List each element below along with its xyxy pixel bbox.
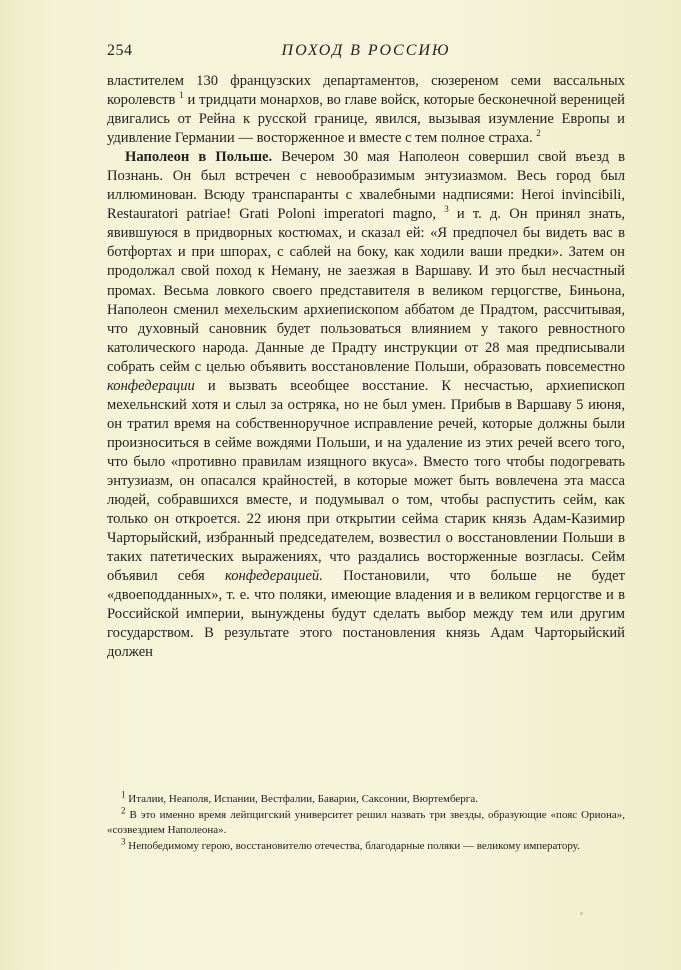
paper-speck <box>580 912 583 915</box>
text-run: Постановили, что больше не будет «двоеподданных», т. е. что поляки, имеющие владения и в великом герцогстве и в Российской империи, вынуждены будут сделать выбор между тем или другим государством. В результате этого постановления князь Адам Чарторыйский должен <box>107 568 625 661</box>
footnote-mark: 1 <box>121 789 126 800</box>
footnote-text: Непобедимому герою, восстановителю отечества, благодарные поляки — великому императору. <box>128 839 580 852</box>
emphasis-text: конфедерации <box>107 377 195 394</box>
footnote-ref-1: 1 <box>179 90 184 101</box>
page-number: 254 <box>107 42 133 59</box>
text-run: и вызвать всеобщее восстание. К несчастью, архиепископ мехельнский хотя и слыл за остряка, но не был умен. Прибыв в Варшаву 5 июня, он тратил время на собственноручное исправление речей, которые должны были произноситься в сейме вождями Польши, и на удаление из этих речей всего того, что было «противно правилам изящного вкуса». Вместо того чтобы подогревать энтузиазм, он опасался крайностей, в которые может быть вовлечена эта масса людей, собравшихся вместе, и подумывал о том, чтобы распустить сейм, как только он откроется. 22 июня при открытии сейма старик князь Адам-Казимир Чарторыйский, избранный председателем, возвестил о восстановлении Польши в таких патетических выражениях, что раздались восторженные возгласы. Сейм объявил себя <box>107 377 625 585</box>
main-text <box>107 72 625 662</box>
emphasis-text: конфедерацией. <box>224 568 323 585</box>
section-run-in-heading: Наполеон в Польше. <box>125 149 273 166</box>
footnote-ref-2: 2 <box>536 128 541 139</box>
text-run: Вечером 30 мая Наполеон совершил свой въезд в Познань. Он был встречен с невообразимым энтузиазмом. Весь город был иллюминован. Всюду транспаранты с хвалебными надписями: Heroi invincibili, Restauratori patriae! Grati Poloni imperatori magno, <box>107 149 625 223</box>
paragraph-napoleon-in-poland <box>107 148 625 662</box>
page-header <box>107 42 625 64</box>
footnote-2 <box>107 804 626 839</box>
footnote-mark: 2 <box>121 804 126 815</box>
running-title: ПОХОД В РОССИЮ <box>281 42 451 59</box>
footnote-text: В это именно время лейпцигский университет решил назвать три звезды, образующие «пояс Ориона», «созвездием Наполеона». <box>107 808 626 836</box>
text-run: и т. д. Он принял знать, явившуюся в придворных костюмах, и сказал ей: «Я предпочел бы видеть вас в ботфортах и при шпорах, с саблей на боку, как ходили ваши предки». Затем он продолжал свой поход к Неману, не заезжая в Варшаву. И это был несчастный промах. Весьма ловкого своего представителя в великом герцогстве, Биньона, Наполеон сменил мехельским архиепископом аббатом де Прадтом, рассчитывая, что духовный сановник будет пользоваться влиянием у такого ревностного католического народа. Данные де Прадту инструкции от 28 мая предписывали собрать сейм с целью объявить восстановление Польши, образовать повсеместно <box>107 206 625 375</box>
footnote-3 <box>107 835 625 855</box>
footnote-text: Италии, Неаполя, Испании, Вестфалии, Баварии, Саксонии, Вюртемберга. <box>128 793 478 805</box>
footnote-ref-3: 3 <box>444 204 449 215</box>
text-run: властителем 130 французских департаментов, сюзереном семи вассальных королевств <box>107 73 625 109</box>
text-run: и тридцати монархов, во главе войск, которые бесконечной вереницей двигались от Рейна к русской границе, явился, вызывая изумление Европы и удивление Германии — восторженное и вместе с тем полное страха. <box>107 92 625 147</box>
footnote-1 <box>107 789 625 808</box>
footnotes <box>107 789 626 854</box>
footnote-mark: 3 <box>121 835 126 846</box>
paragraph-continuation <box>107 72 625 148</box>
